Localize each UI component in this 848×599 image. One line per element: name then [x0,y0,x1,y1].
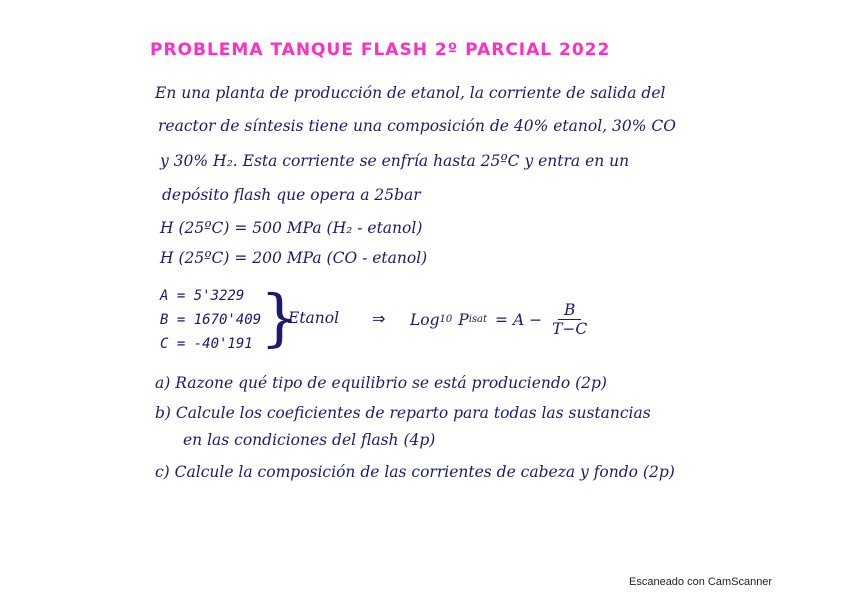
scanner-watermark: Escaneado con CamScanner [629,576,773,588]
antoine-c: C = -40'191 [160,336,253,352]
antoine-a: A = 5'3229 [160,288,245,304]
henry-co: H (25ºC) = 200 MPa (CO - etanol) [160,249,428,267]
formula-p: P [458,310,469,329]
brace: } [260,281,300,354]
formula-base: 10 [439,314,453,325]
statement-line-4: depósito flash que opera a 25bar [162,186,421,204]
formula-log: Log [410,310,440,329]
question-b: b) Calcule los coeficientes de reparto para todas las sustancias [155,404,651,422]
antoine-b: B = 1670'409 [160,312,262,328]
problem-title: PROBLEMA TANQUE FLASH 2º PARCIAL 2022 [150,40,611,60]
henry-h2: H (25ºC) = 500 MPa (H₂ - etanol) [160,219,423,237]
statement-line-2: reactor de síntesis tiene una composición de 40% etanol, 30% CO [158,117,676,135]
formula-fraction [546,301,593,338]
formula-i: i [468,314,472,325]
statement-line-3: y 30% H₂. Esta corriente se enfría hasta 25ºC y entra en un [160,152,630,170]
question-c: c) Calcule la composición de las corrientes de cabeza y fondo (2p) [155,463,675,481]
antoine-compound: Etanol [288,309,340,327]
question-a: a) Razone qué tipo de equilibrio se está produciendo (2p) [155,374,607,392]
question-b-cont: en las condiciones del flash (4p) [183,431,436,449]
antoine-formula [410,301,593,338]
formula-sat: sat [471,314,488,325]
formula-eq: = A − [495,310,543,329]
implies-arrow: ⇒ [372,309,386,328]
statement-line-1: En una planta de producción de etanol, la corriente de salida del [155,84,666,102]
formula-numerator: B [558,301,581,320]
formula-denominator: T−C [552,320,588,338]
